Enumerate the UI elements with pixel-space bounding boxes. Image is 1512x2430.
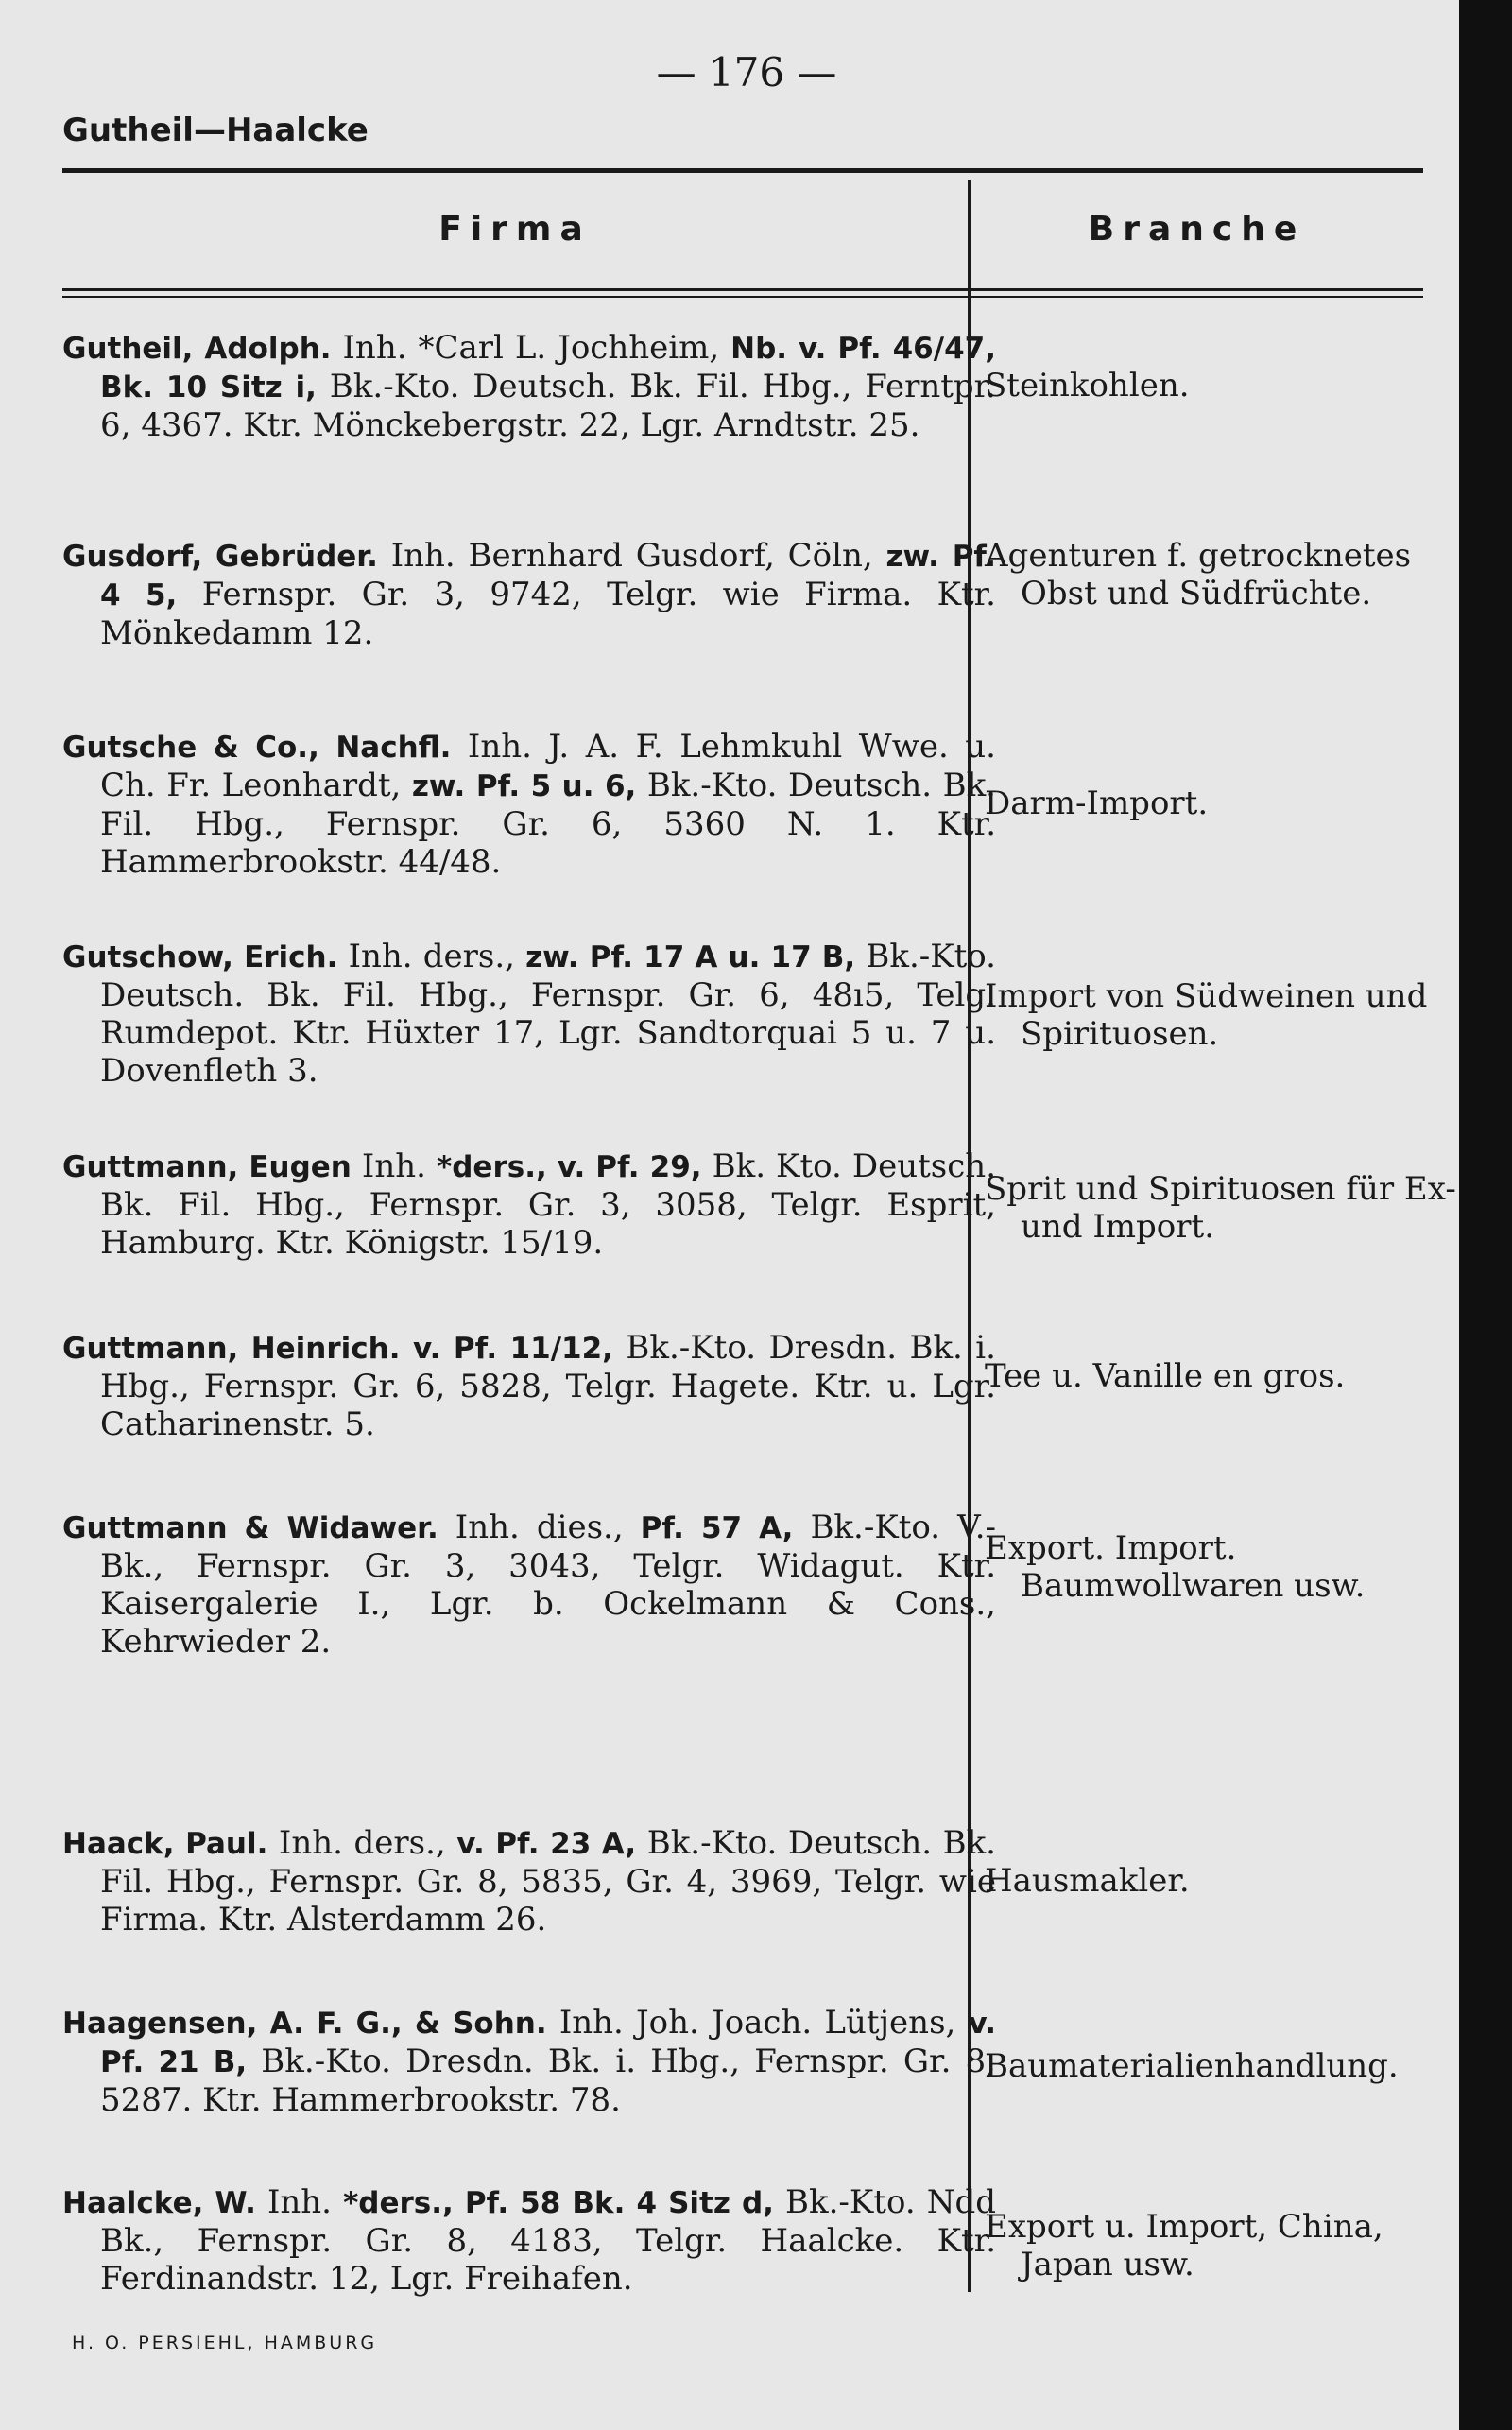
entry-firm-text: Guttmann & Widawer. Inh. dies., Pf. 57 A, Bk.-Kto. V.-Bk., Fernspr. Gr. 3, 3043, Telgr. Widagut. Ktr. Kaisergalerie I., Lgr. b. Ockelmann & Cons., Kehrwieder 2.: [62, 1508, 996, 1661]
firm-name: Haagensen, A. F. G., & Sohn.: [62, 2007, 547, 2041]
column-header-branche: Branche: [1088, 210, 1306, 249]
firm-name: Haalcke, W.: [62, 2186, 256, 2220]
firm-name: Guttmann, Heinrich.: [62, 1332, 401, 1366]
entry-firm-text: Haack, Paul. Inh. ders., v. Pf. 23 A, Bk.-Kto. Deutsch. Bk. Fil. Hbg., Fernspr. Gr. 8, 5835, Gr. 4, 3969, Telgr. wie Firma. Ktr. Alsterdamm 26.: [62, 1824, 996, 1939]
entry-branch: Import von Südweinen und Spirituosen.: [985, 977, 1428, 1053]
firm-name: Gusdorf, Gebrüder.: [62, 540, 378, 574]
entry-branch: Export. Import. Baumwollwaren usw.: [985, 1529, 1366, 1605]
page-number: — 176 —: [656, 49, 837, 95]
firm-name: Guttmann & Widawer.: [62, 1511, 438, 1545]
entry-branch: Tee u. Vanille en gros.: [985, 1357, 1346, 1395]
firm-name: Guttmann, Eugen: [62, 1150, 352, 1184]
entry-firm-text: Haagensen, A. F. G., & Sohn. Inh. Joh. Joach. Lütjens, v. Pf. 21 B, Bk.-Kto. Dresdn. Bk. i. Hbg., Fernspr. Gr. 8, 5287. Ktr. Hammerbrookstr. 78.: [62, 2004, 996, 2119]
entry-branch: Steinkohlen.: [985, 367, 1190, 405]
running-head: Gutheil—Haalcke: [62, 112, 369, 149]
entry-branch: Sprit und Spirituosen für Ex- und Import.: [985, 1170, 1456, 1246]
entry-firm-text: Gutschow, Erich. Inh. ders., zw. Pf. 17 A u. 17 B, Bk.-Kto. Deutsch. Bk. Fil. Hbg., Fernspr. Gr. 6, 48ı5, Telg. Rumdepot. Ktr. Hüxter 17, Lgr. Sandtorquai 5 u. 7 u. Dovenfleth 3.: [62, 938, 996, 1090]
entry-branch: Hausmakler.: [985, 1862, 1190, 1900]
entry-firm-text: Guttmann, Eugen Inh. *ders., v. Pf. 29, Bk. Kto. Deutsch. Bk. Fil. Hbg., Fernspr. Gr. 3, 3058, Telgr. Esprit, Hamburg. Ktr. Königstr. 15/19.: [62, 1147, 996, 1262]
entry-firm-text: Gusdorf, Gebrüder. Inh. Bernhard Gusdorf, Cöln, zw. Pf. 4 5, Fernspr. Gr. 3, 9742, Telgr. wie Firma. Ktr. Mönkedamm 12.: [62, 537, 996, 652]
entry-firm-text: Gutheil, Adolph. Inh. *Carl L. Jochheim, Nb. v. Pf. 46/47, Bk. 10 Sitz i, Bk.-Kto. Deutsch. Bk. Fil. Hbg., Ferntpr. 6, 4367. Ktr. Mönckebergstr. 22, Lgr. Arndtstr. 25.: [62, 329, 996, 444]
firm-name: Gutschow, Erich.: [62, 940, 338, 974]
entry-branch: Agenturen f. getrocknetes Obst und Südfrüchte.: [985, 537, 1412, 612]
entry-firm-text: Guttmann, Heinrich. v. Pf. 11/12, Bk.-Kto. Dresdn. Bk. i. Hbg., Fernspr. Gr. 6, 5828, Telgr. Hagete. Ktr. u. Lgr. Catharinenstr. 5.: [62, 1329, 996, 1443]
entry-firm-text: Gutsche & Co., Nachfl. Inh. J. A. F. Lehmkuhl Wwe. u. Ch. Fr. Leonhardt, zw. Pf. 5 u. 6, Bk.-Kto. Deutsch. Bk. Fil. Hbg., Fernspr. Gr. 6, 5360 N. 1. Ktr. Hammerbrookstr. 44/48.: [62, 728, 996, 881]
double-rule-lower: [62, 296, 1423, 298]
firm-name: Gutsche & Co., Nachfl.: [62, 731, 452, 765]
entry-firm-text: Haalcke, W. Inh. *ders., Pf. 58 Bk. 4 Sitz d, Bk.-Kto. Ndd Bk., Fernspr. Gr. 8, 4183, Telgr. Haalcke. Ktr. Ferdinandstr. 12, Lgr. Freihafen.: [62, 2183, 996, 2298]
header-rule: [62, 168, 1423, 173]
column-header-firma: Firma: [438, 210, 592, 249]
entry-branch: Darm-Import.: [985, 784, 1209, 822]
firm-name: Gutheil, Adolph.: [62, 332, 332, 366]
firm-name: Haack, Paul.: [62, 1827, 268, 1861]
double-rule-upper: [62, 288, 1423, 291]
entry-branch: Baumaterialienhandlung.: [985, 2047, 1399, 2085]
printer-imprint: H. O. PERSIEHL, HAMBURG: [72, 2333, 378, 2353]
entry-branch: Export u. Import, China, Japan usw.: [985, 2208, 1383, 2284]
